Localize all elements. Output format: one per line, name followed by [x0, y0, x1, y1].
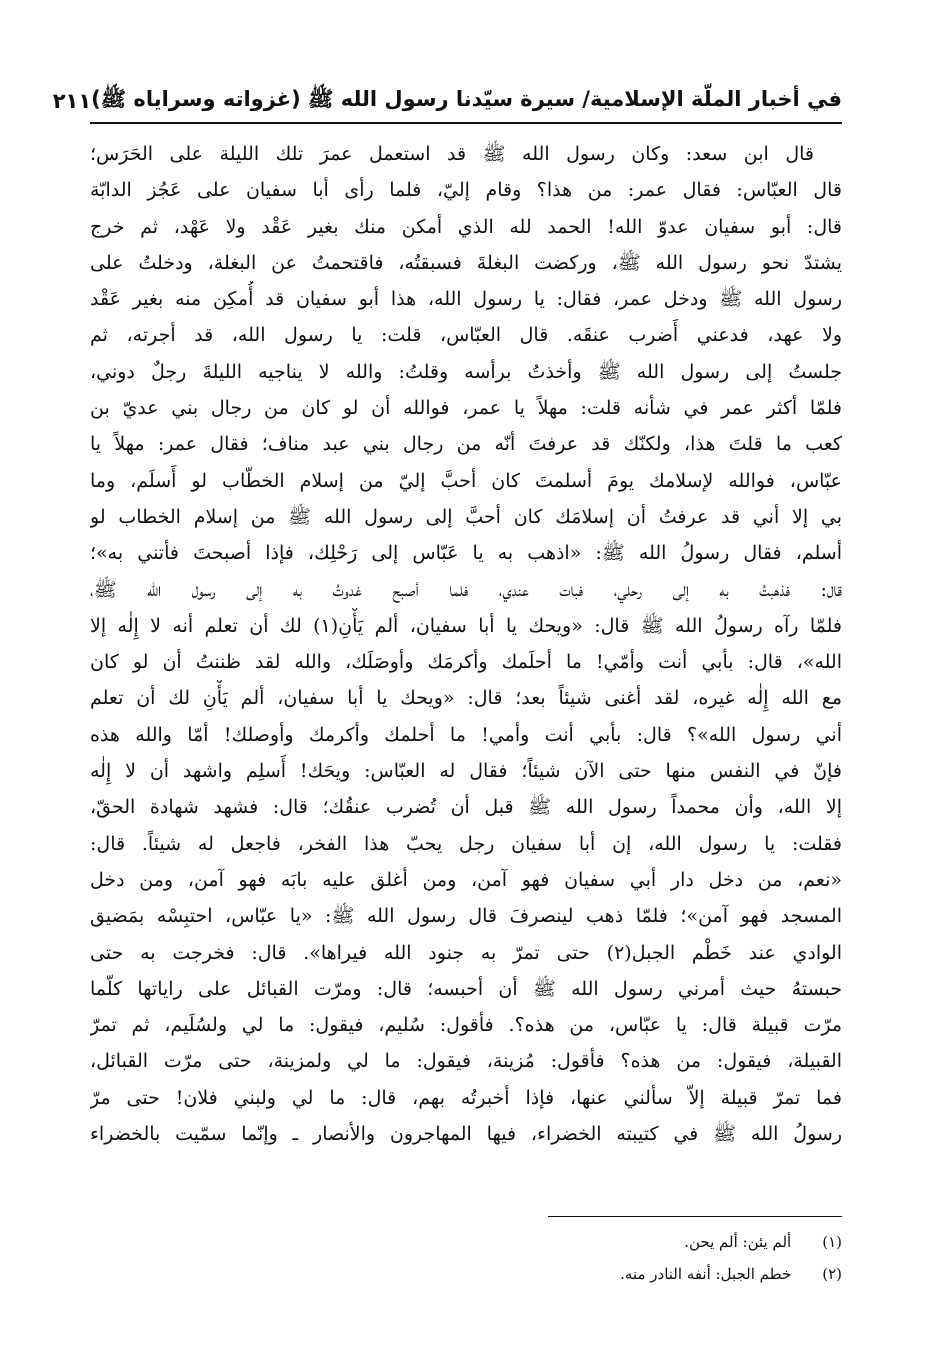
footnote-text: خطم الجبل: أنفه النادر منه. — [620, 1265, 792, 1283]
text-line: فقلت: يا رسول الله، إن أبا سفيان رجل يحبّ هذا الفخر، فاجعل له شيئاً. قال: — [90, 832, 842, 855]
text-line: الله»، قال: بأبي أنت وأمّي! ما أحلَمك وأكرمَك وأوصَلَك، والله لقد ظننتُ أن لو كان — [90, 651, 842, 674]
text-line: جلستُ إلى رسول الله ﷺ وأخذتُ برأسه وقلتُ: والله لا يناجيه الليلةَ رجلٌ دوني، — [90, 360, 842, 383]
text-line: المسجد فهو آمن»؛ فلمّا ذهب لينصرفَ قال رسول الله ﷺ: «يا عبّاس، احتبِسْه بمَضيق — [90, 905, 842, 928]
text-line: بي إلا أني قد عرفتُ أن إسلامَك كان أحبَّ إلى رسول الله ﷺ من إسلام الخطاب لو — [90, 505, 842, 528]
footnote-rule — [548, 1216, 842, 1217]
footnote — [90, 1258, 842, 1290]
text-line: فما تمرّ قبيلة إلاّ سألني عنها، فإذا أخبرتُه بهم، قال: ما لي ولبني فلان! حتى مرّ — [90, 1086, 842, 1109]
text-line: يشتدّ نحو رسول الله ﷺ، وركضت البغلةَ فسبقتُه، فاقتحمتُ عن البغلة، ودخلتُ على — [90, 251, 842, 274]
footnote — [90, 1226, 842, 1258]
text-line: مع الله إِلٰه غيره، لقد أغنى شيئاً بعد؛ قال: «ويحك يا أبا سفيان، ألم يَأْنِ لك أن تعلم — [90, 687, 842, 710]
footnotes — [90, 1226, 842, 1290]
page-number: ٢١١ — [52, 89, 92, 113]
text-line: الوادي عند خَطْم الجبل(٢) حتى تمرّ به جنود الله فيراها». قال: فخرجت به حتى — [90, 941, 842, 964]
running-title: في أخبار الملّة الإسلامية/ سيرة سيّدنا رسول الله ﷺ (غزواته وسراياه ﷺ) — [91, 86, 842, 111]
header-rule — [90, 122, 842, 124]
text-line: أني رسول الله»؟ قال: بأبي أنت وأمي! ما أحلمك وأكرمك وأوصلك! أمّا والله هذه — [90, 723, 842, 746]
text-line: رسول الله ﷺ ودخل عمر، فقال: يا رسول الله، هذا أبو سفيان قد أُمكِن منه بغير عَقْد — [90, 288, 842, 311]
text-line: قال ابن سعد: وكان رسول الله ﷺ قد استعمل عمرَ تلك الليلة على الحَرَس؛ — [90, 143, 814, 165]
text-line: ولا عهد، فدعني أَضرب عنقَه. قال العبّاس، قلت: يا رسول الله، قد أجرته، ثم — [90, 324, 842, 347]
text-line: «نعم، من دخل دار أبي سفيان فهو آمن، ومن أغلق عليه بابَه فهو آمن، ومن دخل — [90, 868, 842, 891]
text-line: قال: فذهبتُ به إلى رحلي، فبات عندي، فلما أصبح غدوتُ به إلى رسول الله ﷺ، — [90, 578, 842, 601]
body-text — [90, 136, 842, 1152]
text-line: قال العبّاس: فقال عمر: من هذا؟ وقام إليّ، فلما رأى أبا سفيان على عَجُز الدابّة — [90, 179, 842, 202]
footnote-marker: (١) — [822, 1233, 842, 1251]
text-line: مرّت قبيلة قال: يا عبّاس، من هذه؟. فأقول: سُليم، فيقول: ما لي ولسُلَيم، ثم تمرّ — [90, 1014, 842, 1037]
text-line: عبّاس، فوالله لإسلامك يومَ أسلمتَ كان أحبَّ إليّ من إسلام الخطّاب لو أَسلَم، وما — [90, 469, 842, 492]
text-line: إلا الله، وأن محمداً رسول الله ﷺ قبل أن تُضرب عنقُك؛ قال: فشهد شهادة الحقّ، — [90, 796, 842, 819]
text-line: فإنّ في النفس منها حتى الآن شيئاً؛ فقال له العبّاس: ويحَك! أَسلِم واشهد أن لا إِلٰه — [90, 760, 842, 783]
text-line: أسلم، فقال رسولُ الله ﷺ: «اذهب به يا عَبّاس إلى رَحْلِك، فإذا أصبحتَ فأتني به»؛ — [90, 542, 842, 565]
text-line: رسولُ الله ﷺ في كتيبته الخضراء، فيها المهاجرون والأنصار ـ وإنّما سمّيت بالخضراء — [90, 1123, 842, 1146]
text-line: فلمّا أكثر عمر في شأنه قلت: مهلاً يا عمر، فوالله أن لو كان من رجال بني عديّ بن — [90, 397, 842, 420]
text-line: كعب ما قلتَ هذا، ولكنّك قد عرفتَ أنّه من رجال بني عبد مناف؛ فقال عمر: مهلاً يا — [90, 433, 842, 456]
running-header — [52, 84, 842, 118]
text-line: القبيلة، فيقول: من هذه؟ فأقول: مُزينة، فيقول: ما لي ولمزينة، حتى مرّت القبائل، — [90, 1050, 842, 1073]
text-line: فلمّا رآه رسولُ الله ﷺ قال: «ويحك يا أبا سفيان، ألم يَأْنِ(١) لك أن تعلم أنه لا إِلٰه إلا — [90, 614, 842, 637]
footnote-marker: (٢) — [822, 1265, 842, 1283]
text-line: قال: أبو سفيان عدوّ الله! الحمد لله الذي أمكن منك بغير عَقْد ولا عَهْد، ثم خرج — [90, 215, 842, 238]
text-line: حبستهُ حيث أمرني رسول الله ﷺ أن أحبسه؛ قال: ومرّت القبائل على راياتها كلّما — [90, 977, 842, 1000]
footnote-text: ألم يئن: ألم يحن. — [684, 1233, 792, 1251]
